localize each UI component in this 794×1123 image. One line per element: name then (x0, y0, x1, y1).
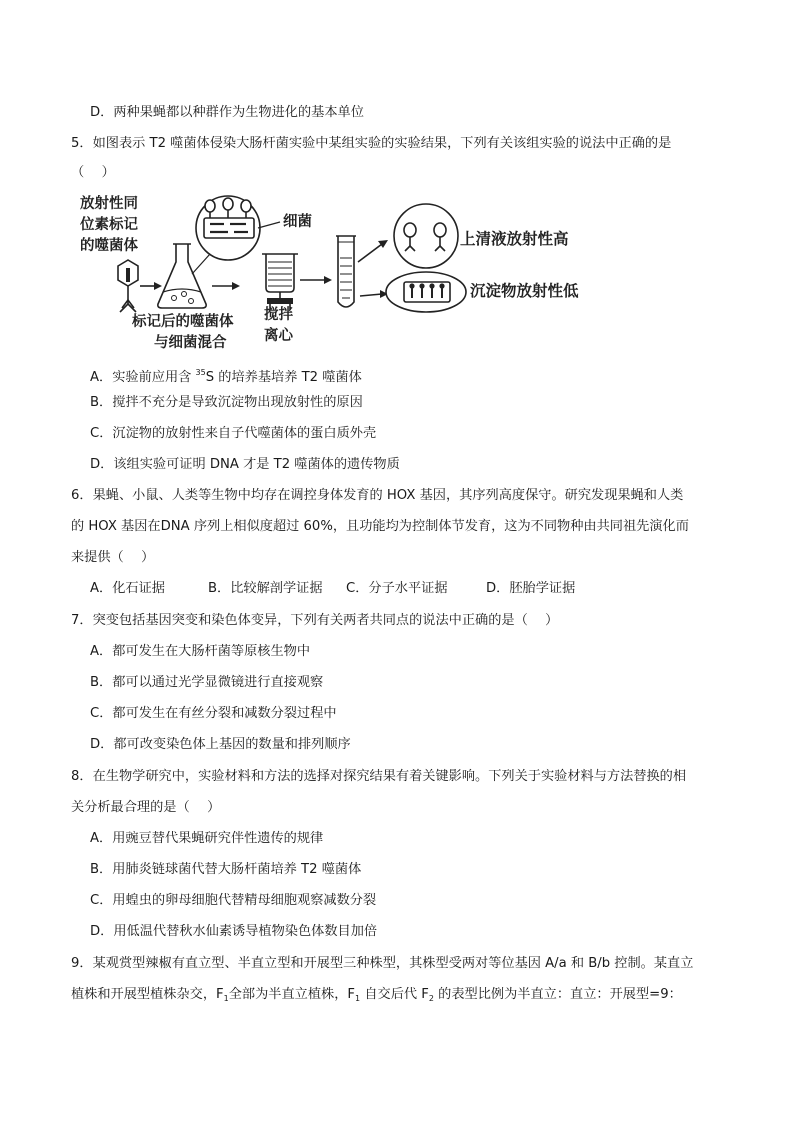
q8-option-c: C．用蝗虫的卵母细胞代替精母细胞观察减数分裂 (90, 893, 377, 908)
q5-option-b: B．搅拌不充分是导致沉淀物出现放射性的原因 (90, 395, 363, 410)
q5-stem-line-1: 5．如图表示 T2 噬菌体侵染大肠杆菌实验中某组实验的实验结果，下列有关该组实验的说法中正确的是 (71, 136, 672, 151)
centrifuge-tube-icon (336, 236, 356, 307)
q5-option-a-sup: 35 (195, 368, 206, 377)
q9-text-a: 植株和开展型植株杂交，F (71, 987, 224, 1002)
figure-drawing (70, 188, 630, 358)
q7-stem: 7．突变包括基因突变和染色体变异，下列有关两者共同点的说法中正确的是（ ） (71, 613, 559, 628)
q5-stem-line-2: （ ） (71, 165, 115, 180)
q5-option-a-post: S 的培养基培养 T2 噬菌体 (205, 370, 362, 385)
q6-stem-line-3: 来提供（ ） (71, 550, 155, 565)
q7-option-b: B．都可以通过光学显微镜进行直接观察 (90, 675, 324, 690)
q9-text-d: 的表型比例为半直立：直立：开展型=9： (433, 987, 682, 1002)
q5-figure (70, 188, 630, 358)
q9-sub-2: 1 (355, 994, 361, 1003)
flask-icon (158, 244, 206, 308)
stirrer-beaker-icon (262, 254, 298, 310)
q9-stem-line-1: 9．某观赏型辣椒有直立型、半直立型和开展型三种株型，其株型受两对等位基因 A/a 和 B/b 控制。某直立 (71, 956, 694, 971)
label-radioactive-line-2: 位素标记 (80, 216, 138, 233)
q8-option-d: D．用低温代替秋水仙素诱导植物染色体数目加倍 (90, 924, 378, 939)
q7-option-d: D．都可改变染色体上基因的数量和排列顺序 (90, 737, 351, 752)
q8-option-b: B．用肺炎链球菌代替大肠杆菌培养 T2 噬菌体 (90, 862, 362, 877)
q8-stem-line-2: 关分析最合理的是（ ） (71, 800, 221, 815)
label-supernatant: 上清液放射性高 (460, 229, 569, 248)
q5-option-a-pre: A．实验前应用含 (90, 370, 196, 385)
q6-option-a: A．化石证据 (90, 581, 165, 596)
q9-stem-line-2 (71, 985, 682, 1009)
q5-option-a (90, 363, 362, 388)
sediment-ellipse-icon (386, 272, 466, 312)
label-radioactive-line-1: 放射性同 (80, 195, 138, 212)
q6-stem-line-1: 6．果蝇、小鼠、人类等生物中均存在调控身体发育的 HOX 基因，其序列高度保守。研究发现果蝇和人类 (71, 488, 684, 503)
label-sediment: 沉淀物放射性低 (470, 281, 579, 300)
label-centrifuge: 离心 (264, 327, 293, 344)
supernatant-circle-icon (394, 204, 458, 268)
q6-stem-line-2: 的 HOX 基因在DNA 序列上相似度超过 60%，且功能均为控制体节发育，这为不同物种由共同祖先演化而 (71, 519, 689, 534)
q7-option-c: C．都可发生在有丝分裂和减数分裂过程中 (90, 706, 337, 721)
q6-option-c: C．分子水平证据 (346, 581, 448, 596)
label-bacteria: 细菌 (283, 213, 312, 230)
q7-option-a: A．都可发生在大肠杆菌等原核生物中 (90, 644, 311, 659)
label-mix-line-2: 与细菌混合 (154, 334, 227, 351)
q5-option-c: C．沉淀物的放射性来自子代噬菌体的蛋白质外壳 (90, 426, 377, 441)
q8-option-a: A．用豌豆替代果蝇研究伴性遗传的规律 (90, 831, 324, 846)
q9-sub-1: 1 (223, 994, 229, 1003)
q4-option-d: D．两种果蝇都以种群作为生物进化的基本单位 (90, 105, 364, 120)
label-stir: 搅拌 (264, 306, 293, 323)
label-mix-line-1: 标记后的噬菌体 (132, 313, 234, 330)
q6-option-d: D．胚胎学证据 (486, 581, 576, 596)
label-radioactive-line-3: 的噬菌体 (80, 237, 138, 254)
q5-option-d: D．该组实验可证明 DNA 才是 T2 噬菌体的遗传物质 (90, 457, 400, 472)
q9-text-b: 全部为半直立植株，F (228, 987, 356, 1002)
q9-text-c: 自交后代 F (360, 987, 429, 1002)
labeled-phage-icon (118, 260, 138, 312)
q6-option-b: B．比较解剖学证据 (208, 581, 323, 596)
q8-stem-line-1: 8．在生物学研究中，实验材料和方法的选择对探究结果有着关键影响。下列关于实验材料与方法替换的相 (71, 769, 687, 784)
q9-sub-3: 2 (428, 994, 434, 1003)
